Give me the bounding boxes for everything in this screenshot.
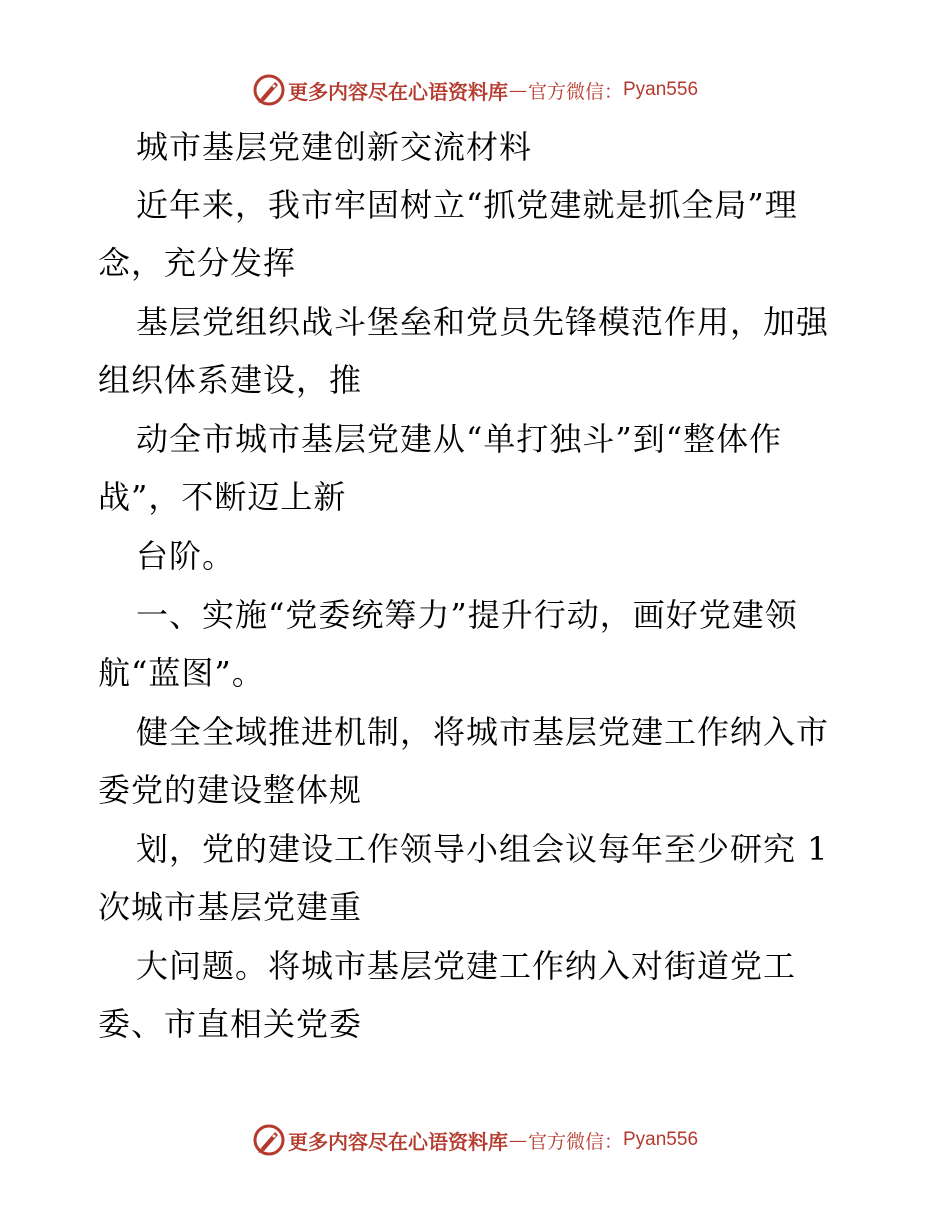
- paragraph-line: 台阶。: [136, 537, 236, 575]
- paragraph-line: 念，充分发挥: [98, 244, 297, 282]
- paragraph-line: 动全市城市基层党建从“单打独斗”到“整体作: [136, 420, 783, 458]
- banner-site-name: 更多内容尽在心语资料库: [287, 1129, 508, 1154]
- section-heading-line: 航“蓝图”。: [98, 654, 265, 692]
- paragraph-line: 基层党组织战斗堡垒和党员先锋模范作用，加强: [136, 303, 830, 341]
- pen-nib-logo-icon: [252, 1123, 286, 1157]
- banner-wechat-id: Pyan556: [623, 1129, 699, 1150]
- paragraph-line: 健全全域推进机制，将城市基层党建工作纳入市: [136, 713, 830, 751]
- footer-banner: [0, 1120, 950, 1160]
- paragraph-line: 划，党的建设工作领导小组会议每年至少研究 1: [136, 830, 829, 868]
- banner-site-name: 更多内容尽在心语资料库: [287, 79, 508, 104]
- banner-dash: —: [508, 1129, 527, 1151]
- paragraph-line: 近年来，我市牢固树立“抓党建就是抓全局”理: [136, 186, 798, 224]
- paragraph-line: 大问题。将城市基层党建工作纳入对街道党工: [136, 947, 797, 985]
- banner-wechat-label: 官方微信：: [527, 1130, 623, 1153]
- header-banner: [0, 70, 950, 110]
- paragraph-line: 战”，不断迈上新: [98, 478, 347, 516]
- section-heading-line: 一、实施“党委统筹力”提升行动，画好党建领: [136, 596, 798, 634]
- paragraph-line: 委党的建设整体规: [98, 771, 363, 809]
- pen-nib-logo-icon: [252, 73, 286, 107]
- paragraph-line: 次城市基层党建重: [98, 888, 363, 926]
- banner-wechat-label: 官方微信：: [527, 80, 623, 103]
- document-title: 城市基层党建创新交流材料: [136, 128, 533, 166]
- paragraph-line: 组织体系建设，推: [98, 361, 363, 399]
- banner-wechat-id: Pyan556: [623, 79, 699, 100]
- paragraph-line: 委、市直相关党委: [98, 1005, 363, 1043]
- banner-dash: —: [508, 79, 527, 101]
